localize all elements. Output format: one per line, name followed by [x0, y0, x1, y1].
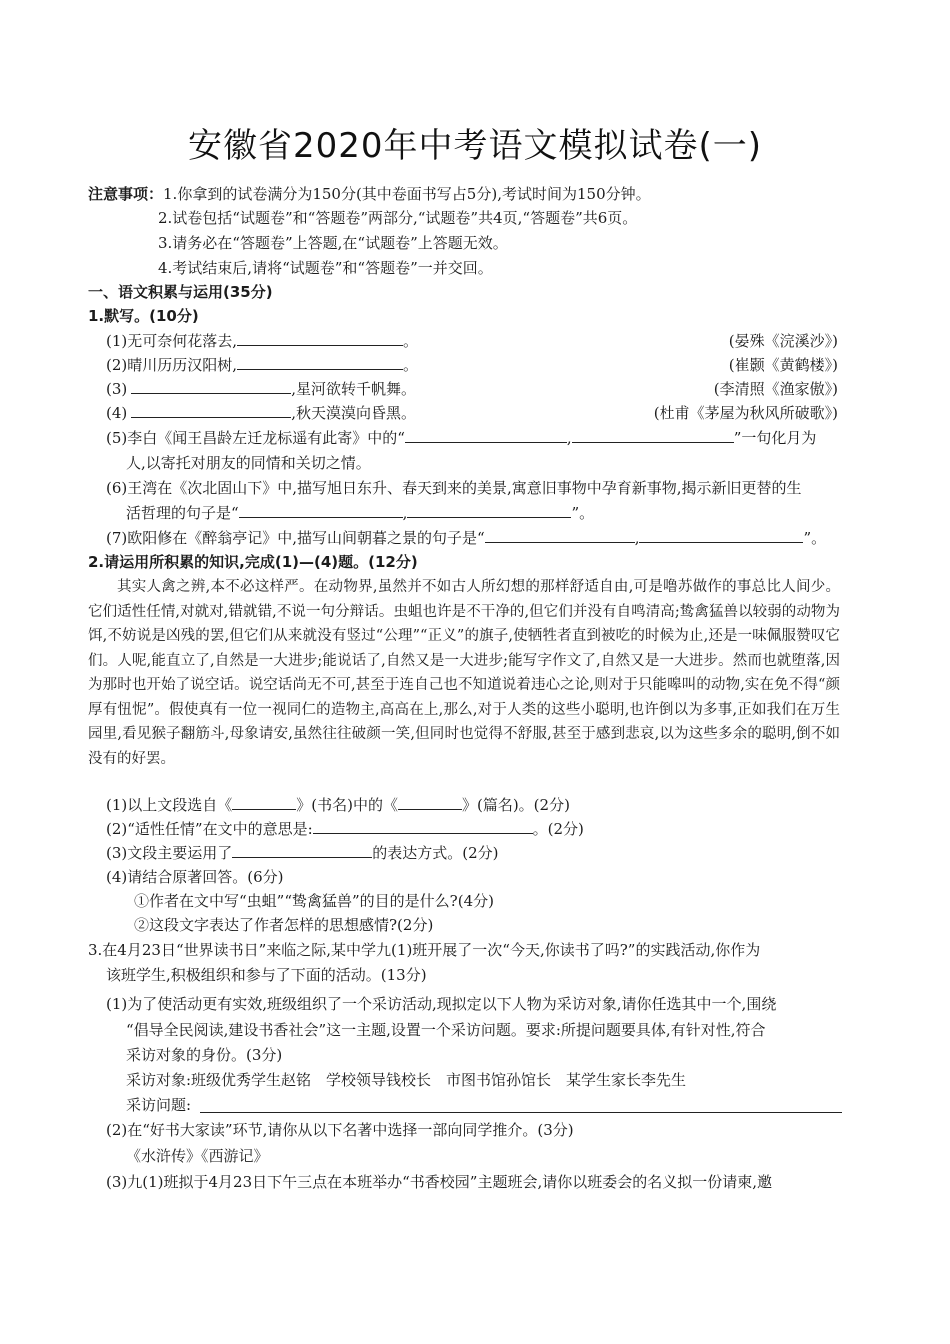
q1-item-3-text: (3) [106, 380, 128, 398]
q3-stem-line-1 [88, 940, 760, 960]
q1-item-4 [106, 403, 416, 423]
q1-item-6-line2 [126, 503, 594, 523]
interview-answer-line[interactable] [200, 1111, 842, 1113]
q3-stem-text: 3.在4月23日“世界读书日”来临之际,某中学九(1)班开展了一次“今天,你读书了吗?”的实践活动,你作为 [88, 941, 761, 959]
notice-item-2: 2.试卷包括“试题卷”和“答题卷”两部分,“试题卷”共4页,“答题卷”共6页。 [158, 209, 638, 227]
answer-blank[interactable] [407, 503, 571, 518]
answer-blank[interactable] [237, 331, 403, 346]
q3-stem-line-2: 该班学生,积极组织和参与了下面的活动。(13分) [106, 966, 427, 984]
answer-blank[interactable] [639, 528, 803, 543]
answer-blank[interactable] [313, 819, 533, 834]
answer-blank[interactable] [131, 403, 291, 418]
q1-item-7-text: (7)欧阳修在《醉翁亭记》中,描写山间朝暮之景的句子是“ [106, 529, 485, 547]
q1-item-6-text: 活哲理的句子是“ [126, 504, 239, 522]
q1-item-7 [106, 528, 826, 548]
q2-stem-text: 2.请运用所积累的知识,完成(1)—(4)题。(12分) [88, 553, 418, 571]
q2-sub-3 [106, 843, 499, 863]
answer-blank[interactable] [485, 528, 635, 543]
q2-sub-2 [106, 819, 584, 839]
q1-item-4-text: (4) [106, 404, 128, 422]
answer-blank[interactable] [398, 795, 462, 810]
q2-sub-4-1: ①作者在文中写“虫蛆”“鸷禽猛兽”的目的是什么?(4分) [134, 892, 494, 910]
page-title: 安徽省2020年中考语文模拟试卷(一) [187, 126, 763, 166]
q2-sub-2-end: 。(2分) [532, 820, 584, 838]
q3-sub-1-line-2: “倡导全民阅读,建设书香社会”这一主题,设置一个采访问题。要求:所提问题要具体,有针对性,符合 [126, 1021, 766, 1039]
q1-item-5-text: (5)李白《闻王昌龄左迁龙标遥有此寄》中的“ [106, 429, 405, 447]
q1-item-7-end: ”。 [803, 529, 827, 547]
q1-item-5-line2: 人,以寄托对朋友的同情和关切之情。 [126, 454, 371, 472]
q1-item-7-comma: , [634, 529, 640, 547]
q2-sub-3-text: (3)文段主要运用了 [106, 844, 233, 862]
q1-item-5 [106, 428, 816, 448]
interview-targets: 采访对象:班级优秀学生赵铭 学校领导钱校长 市图书馆孙馆长 某学生家长李先生 [126, 1071, 687, 1089]
q2-sub-4: (4)请结合原著回答。(6分) [106, 868, 284, 886]
answer-blank[interactable] [237, 355, 403, 370]
notice-item-4: 4.考试结束后,请将“试题卷”和“答题卷”一并交回。 [158, 259, 493, 277]
answer-blank[interactable] [232, 843, 372, 858]
q1-item-4-source: (杜甫《茅屋为秋风所破歌》) [653, 404, 838, 422]
q2-sub-2-text: (2)“适性任情”在文中的意思是: [106, 820, 313, 838]
q1-item-1-end: 。 [403, 332, 419, 350]
q1-item-4-end: ,秋天漠漠向昏黑。 [291, 404, 417, 422]
q3-sub-2: (2)在“好书大家读”环节,请你从以下名著中选择一部向同学推介。(3分) [106, 1121, 574, 1139]
q2-sub-1 [106, 795, 570, 815]
q1-item-2-text: (2)晴川历历汉阳树, [106, 356, 238, 374]
q1-item-5-comma: , [566, 429, 572, 447]
q1-stem-text: 1.默写。(10分) [88, 307, 199, 325]
book-list: 《水浒传》《西游记》 [126, 1147, 269, 1165]
notice-item-3: 3.请务必在“答题卷”上答题,在“试题卷”上答题无效。 [158, 234, 508, 252]
q1-item-3-source: (李清照《渔家傲》) [713, 380, 838, 398]
reading-passage: 其实人禽之辨,本不必这样严。在动物界,虽然并不如古人所幻想的那样舒适自由,可是噜苏做作的事总比人间少。它们适性任情,对就对,错就错,不说一句分辩话。虫蛆也许是不干净的,但它们并没有自鸣清高;鸷禽猛兽以较弱的动物为饵,不妨说是凶残的罢,但它们从来就没有竖过“公理”“正义”的旗子,使牺牲者直到被吃的时候为止,还是一味佩服赞叹它们。人呢,能直立了,自然是一大进步;能说话了,自然又是一大进步;能写字作文了,自然又是一大进步。然而也就堕落,因为那时也开始了说空话。说空话尚无不可,甚至于连自己也不知道说着违心之论,则对于只能嗥叫的动物,实在免不得“颜厚有忸怩”。假使真有一位一视同仁的造物主,高高在上,那么,对于人类的这些小聪明,也许倒以为多事,正如我们在万生园里,看见猴子翻筋斗,母象请安,虽然往往破颜一笑,但同时也觉得不舒服,甚至于感到悲哀,以为这些多余的聪明,倒不如没有的好罢。 [88, 579, 840, 767]
q1-item-3-end: ,星河欲转千帆舞。 [291, 380, 417, 398]
q1-item-6-comma: , [402, 504, 408, 522]
answer-blank[interactable] [131, 379, 291, 394]
q1-item-1-text: (1)无可奈何花落去, [106, 332, 238, 350]
q1-item-2-end: 。 [403, 356, 419, 374]
answer-blank[interactable] [239, 503, 403, 518]
q1-item-2 [106, 355, 418, 375]
q1-item-5-tail: ”一句化月为 [733, 429, 817, 447]
answer-blank[interactable] [405, 428, 567, 443]
q2-sub-1-text: (1)以上文段选自《 [106, 796, 233, 814]
interview-question-label: 采访问题: [126, 1096, 192, 1114]
q1-item-2-source: (崔颢《黄鹤楼》) [728, 356, 838, 374]
q1-stem [88, 306, 199, 326]
answer-blank[interactable] [232, 795, 296, 810]
q3-sub-1-line-1: (1)为了使活动更有实效,班级组织了一个采访活动,现拟定以下人物为采访对象,请你任选其中一个,围绕 [106, 995, 777, 1013]
q1-item-3 [106, 379, 416, 399]
q2-sub-1-end: 》(篇名)。(2分) [461, 796, 570, 814]
notice-line-1 [88, 184, 651, 204]
q3-sub-1-line-3: 采访对象的身份。(3分) [126, 1046, 283, 1064]
q1-item-1 [106, 331, 418, 351]
q2-sub-3-end: 的表达方式。(2分) [372, 844, 499, 862]
q1-item-6-end: ”。 [571, 504, 595, 522]
notice-item-1: 1.你拿到的试卷满分为150分(其中卷面书写占5分),考试时间为150分钟。 [163, 185, 651, 203]
q1-item-1-source: (晏殊《浣溪沙》) [728, 332, 838, 350]
q2-stem [88, 552, 418, 572]
q3-sub-3: (3)九(1)班拟于4月23日下午三点在本班举办“书香校园”主题班会,请你以班委会的名义拟一份请柬,邀 [106, 1173, 773, 1191]
q2-sub-1-mid: 》(书名)中的《 [296, 796, 398, 814]
answer-blank[interactable] [572, 428, 734, 443]
section-heading: 一、语文积累与运用(35分) [88, 283, 273, 301]
q2-sub-4-2: ②这段文字表达了作者怎样的思想感情?(2分) [134, 916, 434, 934]
q1-item-6: (6)王湾在《次北固山下》中,描写旭日东升、春天到来的美景,寓意旧事物中孕育新事物,揭示新旧更替的生 [106, 479, 802, 497]
notice-label: 注意事项： [88, 185, 164, 203]
